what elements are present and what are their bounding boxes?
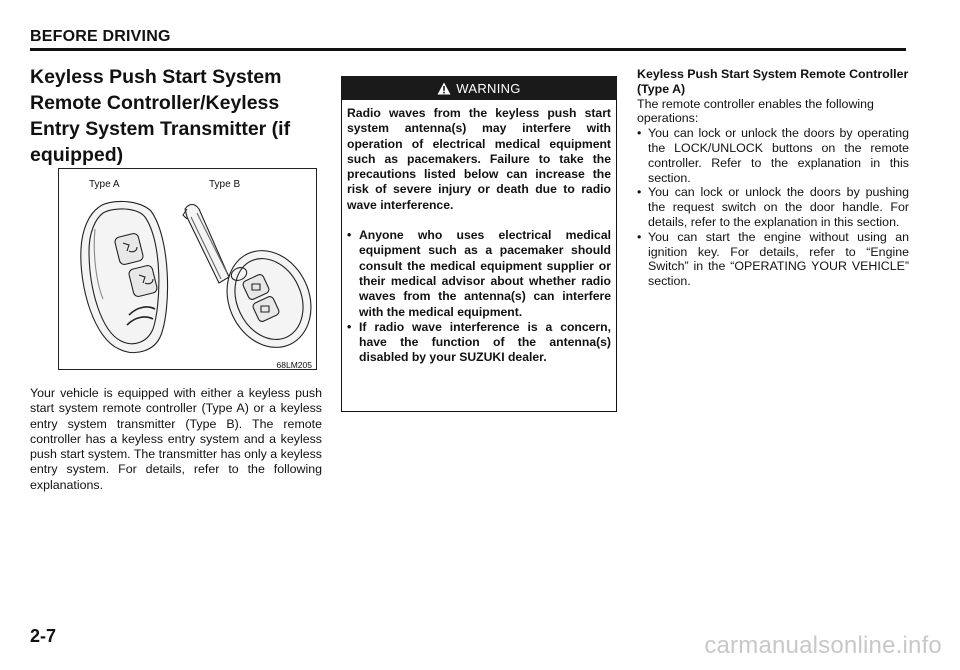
figure-label-type-a: Type A	[89, 179, 120, 190]
type-b-key-illustration	[183, 205, 316, 360]
section-title: Keyless Push Start System Remote Controller/Keyless Entry System Transmitter (if equipped)	[30, 66, 291, 166]
type-a-remote-illustration	[81, 201, 168, 352]
remote-controller-section	[637, 67, 909, 289]
warning-intro: Radio waves from the keyless push start system antenna(s) may interfere with operation of electrical medical equipment such as pacemakers. Failure to take the precautions listed below can increase the risk of severe injury or death due to radio wave interference.	[347, 106, 611, 212]
page-number: 2-7	[30, 626, 57, 646]
key-illustration	[59, 169, 316, 359]
list-item: • You can lock or unlock the doors by operating the LOCK/UNLOCK buttons on the remote controller. Refer to the explanation in this section.	[637, 126, 909, 185]
list-item: • You can lock or unlock the doors by pushing the request switch on the door handle. For details, refer to the explanation in this section.	[637, 185, 909, 229]
warning-triangle-icon	[437, 82, 451, 95]
figure-code: 68LM205	[276, 360, 312, 370]
remote-controller-intro: The remote controller enables the following operations:	[637, 96, 874, 126]
figure-label-type-b: Type B	[209, 179, 241, 190]
intro-paragraph: Your vehicle is equipped with either a keyless push start system remote controller (Type A) or a keyless entry system transmitter (Type B). The remote controller has a keyless entry system and a keyless push start system. The transmitter has only a keyless entry system. For details, refer to the following explanations.	[30, 386, 322, 492]
remote-controller-list	[637, 126, 909, 289]
warning-heading: WARNING	[456, 80, 521, 96]
warning-item: • If radio wave interference is a concern, have the function of the antenna(s) disabled by your SUZUKI dealer.	[347, 320, 611, 366]
page-header: BEFORE DRIVING	[30, 28, 171, 45]
warning-list	[347, 228, 611, 366]
header-rule	[30, 48, 906, 51]
key-figure	[58, 168, 317, 370]
warning-header	[341, 76, 617, 100]
watermark: carmanualsonline.info	[704, 632, 942, 659]
warning-body	[347, 106, 611, 366]
list-item: • You can start the engine without using an ignition key. For details, refer to “Engine Switch” in the “OPERATING YOUR VEHICLE” section.	[637, 230, 909, 289]
remote-controller-title: Keyless Push Start System Remote Controller (Type A)	[637, 67, 909, 96]
warning-item: • Anyone who uses electrical medical equipment such as a pacemaker should consult the medical equipment supplier or their medical advisor about whether radio waves from the antenna(s) can interfere with the medical equipment.	[347, 228, 611, 320]
